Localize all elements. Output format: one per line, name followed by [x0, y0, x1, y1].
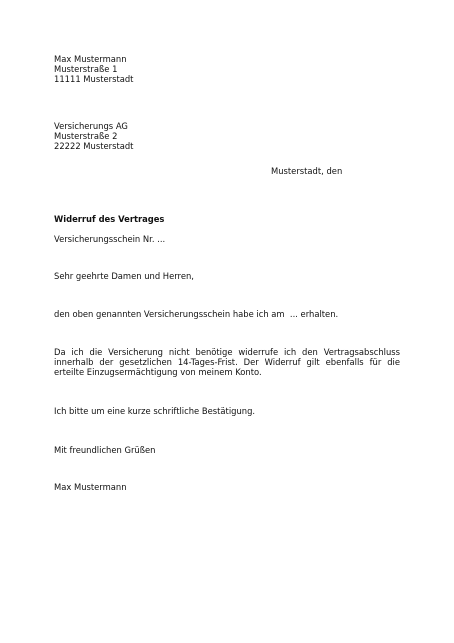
closing-phrase: Mit freundlichen Grüßen [54, 445, 156, 455]
recipient-street: Musterstraße 2 [54, 131, 118, 141]
sender-street: Musterstraße 1 [54, 64, 118, 74]
reference-line: Versicherungsschein Nr. ... [54, 234, 166, 244]
paragraph-withdrawal [54, 347, 400, 377]
signature-name: Max Mustermann [54, 482, 127, 492]
paragraph-receipt-text: den oben genannten Versicherungsschein habe ich am ... erhalten. [54, 309, 339, 319]
sender-address [54, 54, 400, 84]
paragraph-withdrawal-line: erteilte Einzugsermächtigung von meinem Konto. [54, 367, 262, 377]
subject-line: Widerruf des Vertrages [54, 214, 165, 224]
recipient-name: Versicherungs AG [54, 121, 128, 131]
paragraph-withdrawal-line: Da ich die Versicherung nicht benötige widerrufe ich den Vertragsabschluss [54, 347, 400, 357]
paragraph-confirmation: Ich bitte um eine kurze schriftliche Bestätigung. [54, 406, 256, 416]
sender-name: Max Mustermann [54, 54, 127, 64]
recipient-address [54, 121, 400, 151]
recipient-city: 22222 Musterstadt [54, 141, 134, 151]
salutation: Sehr geehrte Damen und Herren, [54, 271, 194, 281]
date-line: Musterstadt, den [271, 166, 343, 176]
paragraph-receipt [54, 309, 400, 319]
paragraph-withdrawal-line: innerhalb der gesetzlichen 14-Tages-Frist. Der Widerruf gilt ebenfalls für die [54, 357, 400, 367]
sender-city: 11111 Musterstadt [54, 74, 134, 84]
